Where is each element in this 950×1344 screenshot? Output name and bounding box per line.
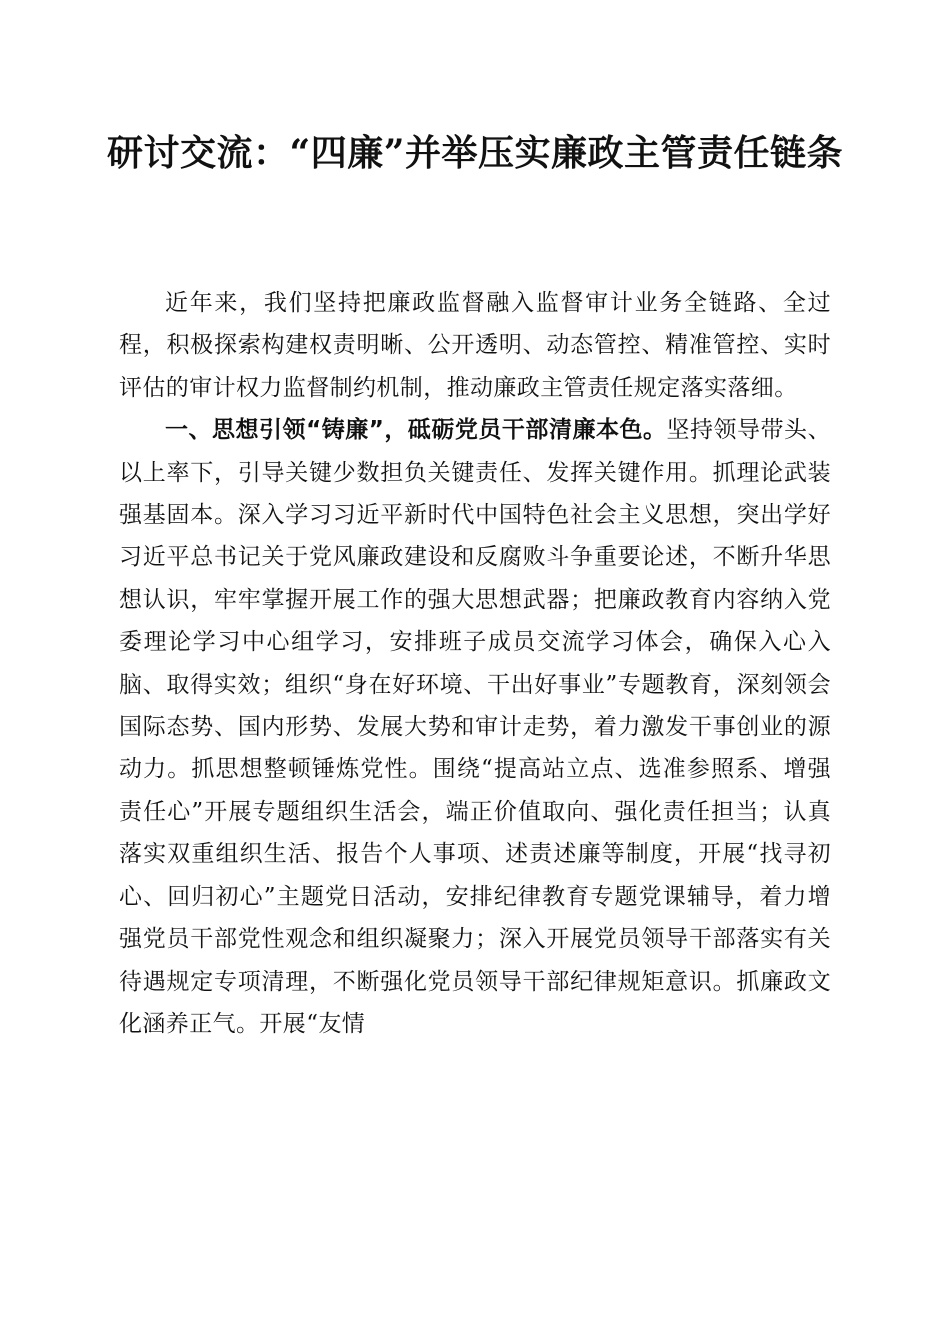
section-one-paragraph (119, 409, 831, 1045)
document-title: 研讨交流：“四廉”并举压实廉政主管责任链条 (107, 132, 843, 174)
section-one-heading: 一、思想引领“铸廉”，砥砺党员干部清廉本色。 (165, 417, 667, 444)
intro-paragraph (119, 282, 831, 409)
document-body (119, 282, 831, 1045)
intro-paragraph-text: 近年来，我们坚持把廉政监督融入监督审计业务全链路、全过程，积极探索构建权责明晰、公开透明、动态管控、精准管控、实时评估的审计权力监督制约机制，推动廉政主管责任规定落实落细。 (119, 290, 831, 401)
section-one-text: 坚持领导带头、以上率下，引导关键少数担负关键责任、发挥关键作用。抓理论武装强基固本。深入学习习近平新时代中国特色社会主义思想，突出学好习近平总书记关于党风廉政建设和反腐败斗争重要论述，不断升华思想认识，牢牢掌握开展工作的强大思想武器；把廉政教育内容纳入党委理论学习中心组学习，安排班子成员交流学习体会，确保入心入脑、取得实效；组织“身在好环境、干出好事业”专题教育，深刻领会国际态势、国内形势、发展大势和审计走势，着力激发干事创业的源动力。抓思想整顿锤炼党性。围绕“提高站立点、选准参照系、增强责任心”开展专题组织生活会，端正价值取向、强化责任担当；认真落实双重组织生活、报告个人事项、述责述廉等制度，开展“找寻初心、回归初心”主题党日活动，安排纪律教育专题党课辅导，着力增强党员干部党性观念和组织凝聚力；深入开展党员领导干部落实有关待遇规定专项清理，不断强化党员领导干部纪律规矩意识。抓廉政文化涵养正气。开展“友情 (119, 417, 831, 1037)
